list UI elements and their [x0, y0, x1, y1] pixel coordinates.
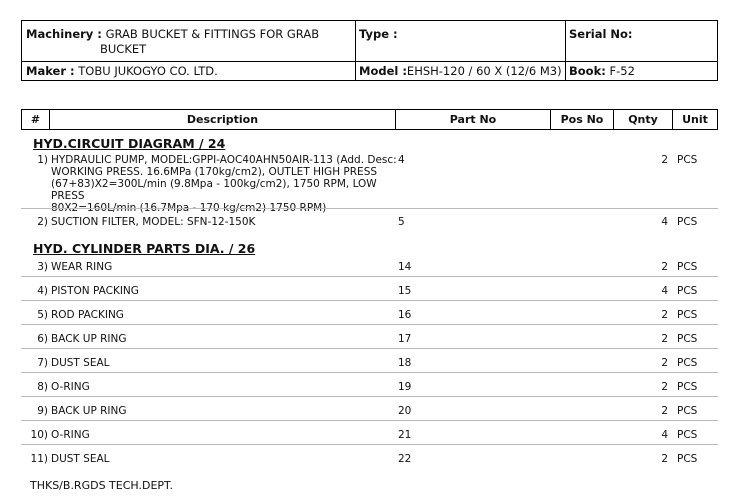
table-row: [21, 216, 718, 232]
table-row: [21, 154, 718, 214]
maker-value: TOBU JUKOGYO CO. LTD.: [78, 64, 218, 78]
row-qty: 2: [661, 154, 668, 166]
row-qty: 4: [661, 216, 668, 228]
row-index: 4): [37, 285, 48, 297]
row-description: [51, 154, 406, 214]
row-part-no: 22: [398, 453, 412, 465]
row-part-no: 16: [398, 309, 412, 321]
row-divider: [21, 324, 718, 325]
model-value: EHSH-120 / 60 X (12/6 M3): [406, 64, 562, 78]
table-row: [21, 405, 718, 421]
machinery-label: Machinery :: [26, 27, 102, 41]
row-index: 10): [30, 429, 48, 441]
row-qty: 2: [661, 261, 668, 273]
row-unit: PCS: [677, 333, 698, 345]
row-part-no: 19: [398, 381, 412, 393]
row-description-line: 80X2=160L/min (16.7Mpa - 170 kg/cm2) 1750 RPM): [51, 202, 327, 214]
header-divider: [355, 21, 356, 80]
row-unit: PCS: [677, 381, 698, 393]
row-unit: PCS: [677, 261, 698, 273]
row-part-no: 20: [398, 405, 412, 417]
row-description: SUCTION FILTER, MODEL: SFN-12-150K: [51, 216, 256, 228]
maker-label: Maker :: [26, 64, 75, 78]
row-part-no: 14: [398, 261, 412, 273]
header-divider: [565, 21, 566, 80]
book-value: F-52: [609, 64, 635, 78]
col-header-index: #: [22, 110, 50, 129]
row-unit: PCS: [677, 405, 698, 417]
row-index: 9): [37, 405, 48, 417]
row-unit: PCS: [677, 309, 698, 321]
table-row: [21, 309, 718, 325]
row-unit: PCS: [677, 453, 698, 465]
col-header-pos-no: Pos No: [551, 110, 614, 129]
row-part-no: 17: [398, 333, 412, 345]
book-field: [569, 64, 635, 78]
row-description-line: HYDRAULIC PUMP, MODEL:GPPI-AOC40AHN50AIR-113 (Add. Desc:: [51, 154, 397, 166]
row-description: O-RING: [51, 381, 90, 393]
row-part-no: 18: [398, 357, 412, 369]
model-field: [359, 64, 562, 78]
row-description: DUST SEAL: [51, 453, 110, 465]
row-description: DUST SEAL: [51, 357, 110, 369]
row-index: 3): [37, 261, 48, 273]
row-unit: PCS: [677, 216, 698, 228]
row-index: 7): [37, 357, 48, 369]
row-part-no: 5: [398, 216, 405, 228]
row-divider: [21, 208, 718, 209]
table-row: [21, 453, 718, 469]
row-index: 8): [37, 381, 48, 393]
table-row: [21, 429, 718, 445]
col-header-description: Description: [50, 110, 396, 129]
row-qty: 2: [661, 357, 668, 369]
row-divider: [21, 396, 718, 397]
row-qty: 2: [661, 381, 668, 393]
header-box: [21, 20, 718, 81]
machinery-value: GRAB BUCKET & FITTINGS FOR GRAB: [105, 27, 320, 41]
col-header-unit: Unit: [682, 113, 708, 126]
type-label: Type :: [359, 27, 398, 41]
book-label: Book:: [569, 64, 606, 78]
row-unit: PCS: [677, 285, 698, 297]
row-index: 11): [30, 453, 48, 465]
row-divider: [21, 276, 718, 277]
row-part-no: 4: [398, 154, 405, 166]
table-row: [21, 285, 718, 301]
row-description: PISTON PACKING: [51, 285, 139, 297]
col-header-qnty: Qnty: [614, 110, 673, 129]
row-description-line: (67+83)X2=300L/min (9.8Mpa - 100kg/cm2), 1750 RPM, LOW PRESS: [51, 178, 377, 202]
row-divider: [21, 372, 718, 373]
serial-label: Serial No:: [569, 27, 633, 41]
row-unit: PCS: [677, 357, 698, 369]
machinery-field: [26, 27, 319, 41]
row-description: WEAR RING: [51, 261, 113, 273]
row-index: 6): [37, 333, 48, 345]
row-description: O-RING: [51, 429, 90, 441]
table-row: [21, 357, 718, 373]
row-unit: PCS: [677, 154, 698, 166]
row-part-no: 15: [398, 285, 412, 297]
table-row: [21, 333, 718, 349]
footer-signoff: THKS/B.RGDS TECH.DEPT.: [30, 479, 173, 492]
machinery-value-cont: BUCKET: [100, 42, 147, 56]
row-index: 5): [37, 309, 48, 321]
row-qty: 4: [661, 285, 668, 297]
row-qty: 2: [661, 333, 668, 345]
row-description: ROD PACKING: [51, 309, 124, 321]
row-divider: [21, 348, 718, 349]
model-label: Model :: [359, 64, 407, 78]
section-title: HYD.CIRCUIT DIAGRAM / 24: [33, 136, 226, 151]
row-qty: 4: [661, 429, 668, 441]
row-divider: [21, 300, 718, 301]
type-field: [359, 27, 398, 41]
row-description: BACK UP RING: [51, 333, 127, 345]
row-description: BACK UP RING: [51, 405, 127, 417]
header-divider: [22, 61, 717, 62]
row-divider: [21, 420, 718, 421]
section-title: HYD. CYLINDER PARTS DIA. / 26: [33, 241, 256, 256]
maker-field: [26, 64, 218, 78]
table-row: [21, 261, 718, 277]
col-header-part-no: Part No: [396, 110, 551, 129]
row-index: 2): [37, 216, 48, 228]
row-qty: 2: [661, 453, 668, 465]
serial-field: [569, 27, 633, 41]
row-divider: [21, 444, 718, 445]
row-qty: 2: [661, 309, 668, 321]
table-header: [21, 109, 718, 130]
row-part-no: 21: [398, 429, 412, 441]
row-qty: 2: [661, 405, 668, 417]
table-row: [21, 381, 718, 397]
row-index: 1): [37, 154, 48, 166]
row-description-line: WORKING PRESS. 16.6MPa (170kg/cm2), OUTLET HIGH PRESS: [51, 166, 378, 178]
row-unit: PCS: [677, 429, 698, 441]
